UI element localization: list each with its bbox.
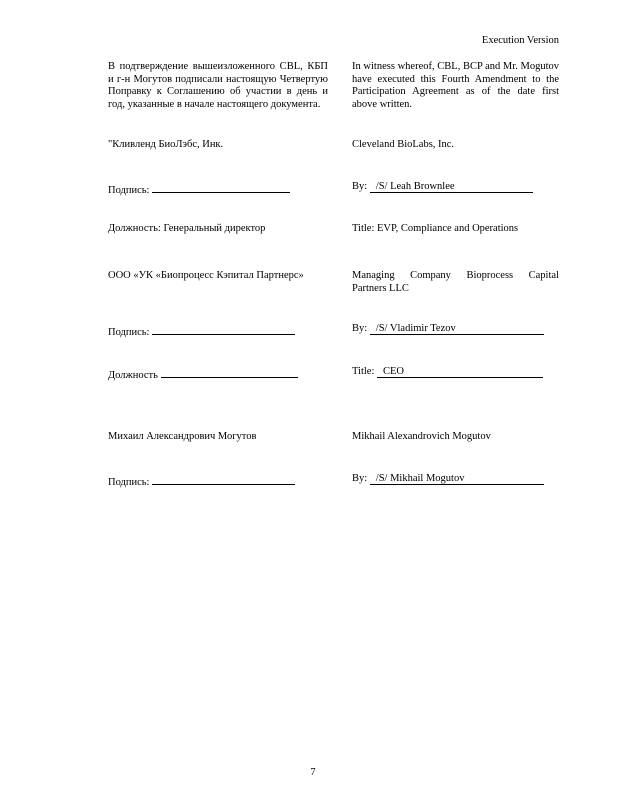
company-name-ru-bcp: ООО «УК «Биопроцесс Кэпитал Партнерс» — [108, 270, 304, 281]
company-word: Capital — [528, 270, 559, 281]
by-label: By: — [352, 181, 368, 192]
by-label: By: — [352, 323, 368, 334]
title-ru-cbl: Должность: Генеральный директор — [108, 223, 266, 234]
page-number: 7 — [310, 767, 316, 778]
company-name-en-bcp — [352, 270, 559, 295]
signature-field-en-mogutov — [352, 473, 544, 485]
signature-field-ru-cbl — [108, 181, 290, 196]
signature-label-ru: Подпись: — [108, 477, 150, 488]
company-word: Bioprocess — [466, 270, 514, 281]
signature-field-en-bcp — [352, 323, 544, 335]
signature-field-ru-mogutov — [108, 473, 295, 488]
signature-label-ru: Подпись: — [108, 327, 150, 338]
signature-field-en-cbl — [352, 181, 533, 193]
company-name-ru-cbl: "Кливленд БиоЛэбс, Инк. — [108, 139, 224, 150]
title-label-en: Title: — [352, 366, 375, 377]
person-name-en: Mikhail Alexandrovich Mogutov — [352, 431, 491, 442]
title-line — [161, 366, 298, 378]
signature-line — [370, 473, 544, 485]
signature-label-ru: Подпись: — [108, 185, 150, 196]
company-word: Managing — [352, 270, 395, 281]
title-value: CEO — [383, 366, 404, 377]
title-line — [377, 366, 543, 378]
company-name-line1 — [352, 270, 559, 283]
signature-name: /S/ Mikhail Mogutov — [375, 473, 465, 484]
signature-line — [152, 323, 295, 335]
title-en-cbl: Title: EVP, Compliance and Operations — [352, 223, 519, 234]
signature-name: /S/ Leah Brownlee — [375, 181, 455, 192]
by-label: By: — [352, 473, 368, 484]
title-field-ru-bcp — [108, 366, 298, 381]
signature-name: /S/ Vladimir Tezov — [375, 323, 456, 334]
company-name-line2: Partners LLC — [352, 282, 409, 294]
company-word: Company — [410, 270, 451, 281]
intro-paragraph-ru: В подтверждение вышеизложенного CBL, КБП и г-н Могутов подписали настоящую Четвертую Поправку к Соглашению об участии в день и год, указанные в начале настоящего документа. — [108, 61, 328, 110]
intro-paragraph-en: In witness whereof, CBL, BCP and Mr. Mogutov have executed this Fourth Amendment to the Participation Agreement as of the date first above written. — [352, 61, 559, 110]
signature-line — [370, 323, 544, 335]
signature-field-ru-bcp — [108, 323, 295, 338]
signature-line — [152, 473, 295, 485]
execution-version-label: Execution Version — [481, 35, 559, 46]
signature-line — [152, 181, 290, 193]
person-name-ru: Михаил Александрович Могутов — [108, 431, 257, 442]
signature-line — [370, 181, 533, 193]
title-field-en-bcp — [352, 366, 543, 378]
company-name-en-cbl: Cleveland BioLabs, Inc. — [352, 139, 455, 150]
title-label-ru: Должность — [108, 370, 158, 381]
